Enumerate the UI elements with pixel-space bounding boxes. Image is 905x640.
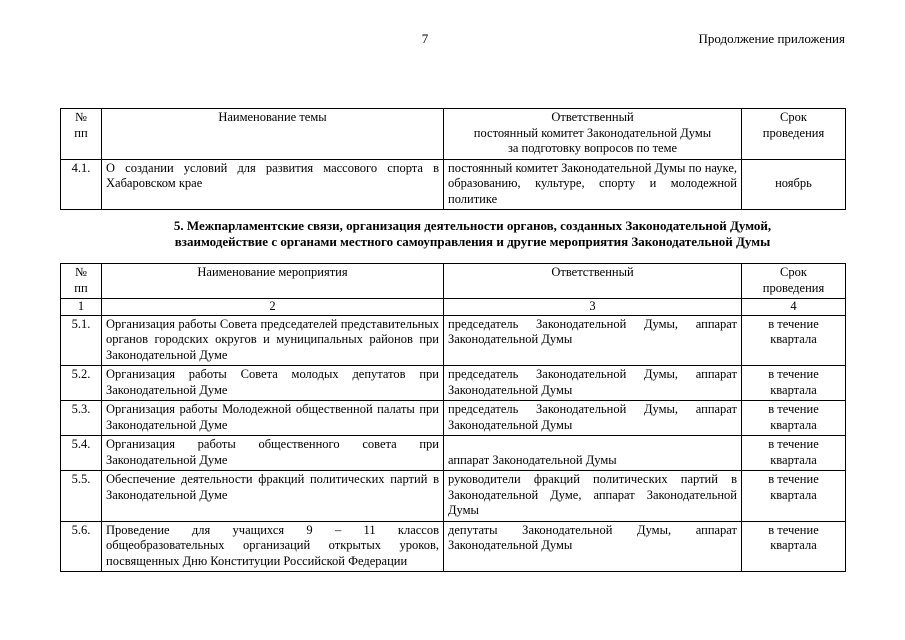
table-header-row	[61, 264, 846, 299]
row-term	[742, 471, 846, 522]
header-topic: Наименование темы	[102, 109, 444, 160]
topics-table	[60, 108, 846, 210]
table-row	[61, 159, 846, 210]
header-responsible-line3: за подготовку вопросов по теме	[507, 141, 678, 155]
header-responsible-line2: постоянный комитет Законодательной Думы	[473, 125, 712, 140]
row-name: О создании условий для развития массового спорта в Хабаровском крае	[102, 159, 444, 210]
header-num-line2: пп	[74, 280, 88, 295]
header-term-line1: Срок	[780, 265, 807, 279]
row-term-line1: в течение	[768, 402, 819, 416]
table-row	[61, 521, 846, 572]
row-num: 5.5.	[61, 471, 102, 522]
header-num	[61, 109, 102, 160]
row-responsible: депутаты Законодательной Думы, аппарат Законодательной Думы	[444, 521, 742, 572]
row-responsible: аппарат Законодательной Думы	[444, 436, 742, 471]
table-row	[61, 436, 846, 471]
header-num-line1: №	[75, 265, 87, 279]
table-row	[61, 401, 846, 436]
row-term	[742, 401, 846, 436]
row-name: Организация работы Совета председателей представительных органов городских округов и муниципальных районов при Законодательной Думе	[102, 315, 444, 366]
header-event: Наименование мероприятия	[102, 264, 444, 299]
row-name: Обеспечение деятельности фракций политических партий в Законодательной Думе	[102, 471, 444, 522]
column-number-2: 2	[102, 299, 444, 316]
header-num	[61, 264, 102, 299]
row-num: 5.3.	[61, 401, 102, 436]
row-term-line1: в течение	[768, 522, 819, 537]
header-term	[742, 264, 846, 299]
section-heading-line2: взаимодействие с органами местного самоуправления и другие мероприятия Законодательной Думы	[174, 234, 771, 249]
header-term	[742, 109, 846, 160]
row-term-line1: в течение	[768, 437, 819, 451]
row-term	[742, 436, 846, 471]
row-term-line2: квартала	[770, 382, 817, 397]
header-term-line1: Срок	[780, 110, 807, 124]
column-number-row	[61, 299, 846, 316]
row-num: 4.1.	[61, 159, 102, 210]
row-num: 5.2.	[61, 366, 102, 401]
row-responsible: руководители фракций политических партий в Законодательной Думе, аппарат Законодательной Думы	[444, 471, 742, 522]
row-term-line2: квартала	[770, 417, 817, 432]
row-num: 5.1.	[61, 315, 102, 366]
section-heading	[60, 218, 845, 250]
table-row	[61, 366, 846, 401]
header-responsible: Ответственный	[444, 264, 742, 299]
row-term	[742, 521, 846, 572]
row-term-line1: в течение	[768, 367, 819, 381]
row-name: Организация работы Молодежной общественной палаты при Законодательной Думе	[102, 401, 444, 436]
row-term-line2: квартала	[770, 332, 817, 346]
row-name: Организация работы Совета молодых депутатов при Законодательной Думе	[102, 366, 444, 401]
page-number: 7	[421, 31, 429, 46]
header-num-line1: №	[75, 110, 87, 124]
row-responsible: председатель Законодательной Думы, аппарат Законодательной Думы	[444, 315, 742, 366]
row-term-line1: в течение	[768, 472, 819, 486]
events-table	[60, 263, 846, 572]
section-heading-line1: 5. Межпарламентские связи, организация деятельности органов, созданных Законодательной Думой,	[173, 218, 772, 233]
row-term	[742, 315, 846, 366]
table-row	[61, 315, 846, 366]
row-name: Организация работы общественного совета при Законодательной Думе	[102, 436, 444, 471]
row-term: ноябрь	[742, 159, 846, 210]
row-name: Проведение для учащихся 9 – 11 классов общеобразовательных организаций открытых уроков, посвященных Дню Конституции Российской Федерации	[102, 521, 444, 572]
header-responsible	[444, 109, 742, 160]
row-term	[742, 366, 846, 401]
row-responsible: постоянный комитет Законодательной Думы по науке, образованию, культуре, спорту и молодежной политике	[444, 159, 742, 210]
row-term-line1: в течение	[768, 316, 819, 331]
column-number-4: 4	[742, 299, 846, 316]
header-responsible-line1: Ответственный	[551, 110, 634, 124]
row-num: 5.6.	[61, 521, 102, 572]
header-term-line2: проведения	[762, 280, 825, 295]
column-number-3: 3	[444, 299, 742, 316]
row-responsible: председатель Законодательной Думы, аппарат Законодательной Думы	[444, 366, 742, 401]
row-term-line2: квартала	[770, 538, 817, 552]
row-term-line2: квартала	[770, 452, 817, 467]
column-number-1: 1	[61, 299, 102, 316]
row-term-line2: квартала	[770, 487, 817, 502]
row-num: 5.4.	[61, 436, 102, 471]
row-responsible: председатель Законодательной Думы, аппарат Законодательной Думы	[444, 401, 742, 436]
header-num-line2: пп	[74, 125, 88, 140]
table-row	[61, 471, 846, 522]
header-term-line2: проведения	[762, 125, 825, 140]
running-head: Продолжение приложения	[698, 31, 845, 46]
table-header-row	[61, 109, 846, 160]
